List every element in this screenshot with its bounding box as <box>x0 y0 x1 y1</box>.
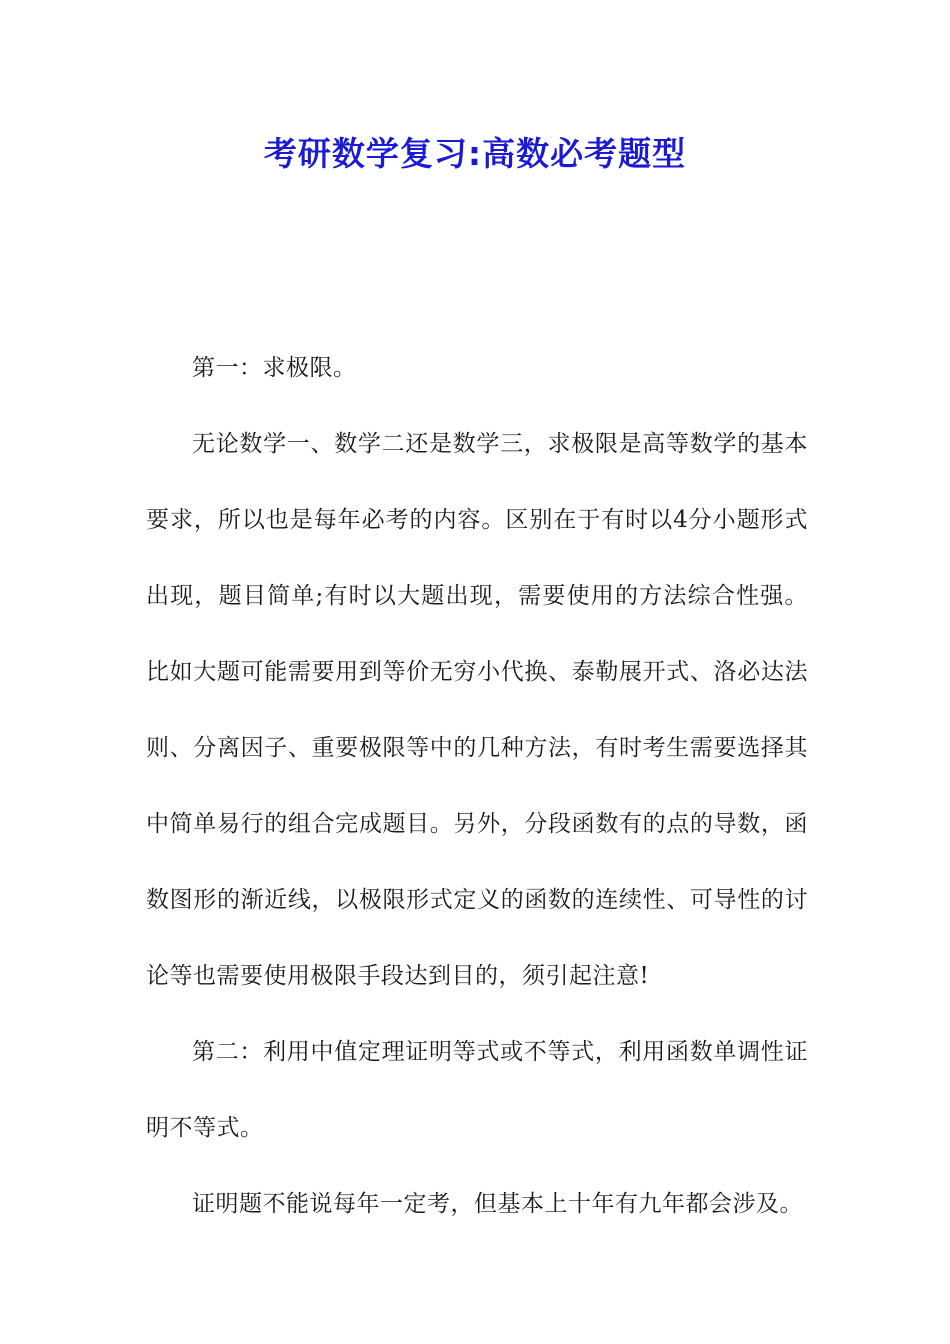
paragraph-heading-1: 第一：求极限。 <box>192 355 357 381</box>
paragraph-heading-2: 第二：利用中值定理证明等式或不等式，利用函数单调性证明不等式。 <box>146 1039 808 1141</box>
document-body <box>146 330 808 1242</box>
paragraph-proof-detail: 证明题不能说每年一定考，但基本上十年有九年都会涉及。 <box>192 1191 803 1217</box>
document-title: 考研数学复习:高数必考题型 <box>263 134 687 173</box>
paragraph-limits-detail: 无论数学一、数学二还是数学三，求极限是高等数学的基本要求，所以也是每年必考的内容。区别在于有时以4分小题形式出现，题目简单;有时以大题出现，需要使用的方法综合性强。比如大题可能需要用到等价无穷小代换、泰勒展开式、洛必达法则、分离因子、重要极限等中的几种方法，有时考生需要选择其中简单易行的组合完成题目。另外，分段函数有的点的导数，函数图形的渐近线，以极限形式定义的函数的连续性、可导性的讨论等也需要使用极限手段达到目的，须引起注意! <box>146 431 808 989</box>
